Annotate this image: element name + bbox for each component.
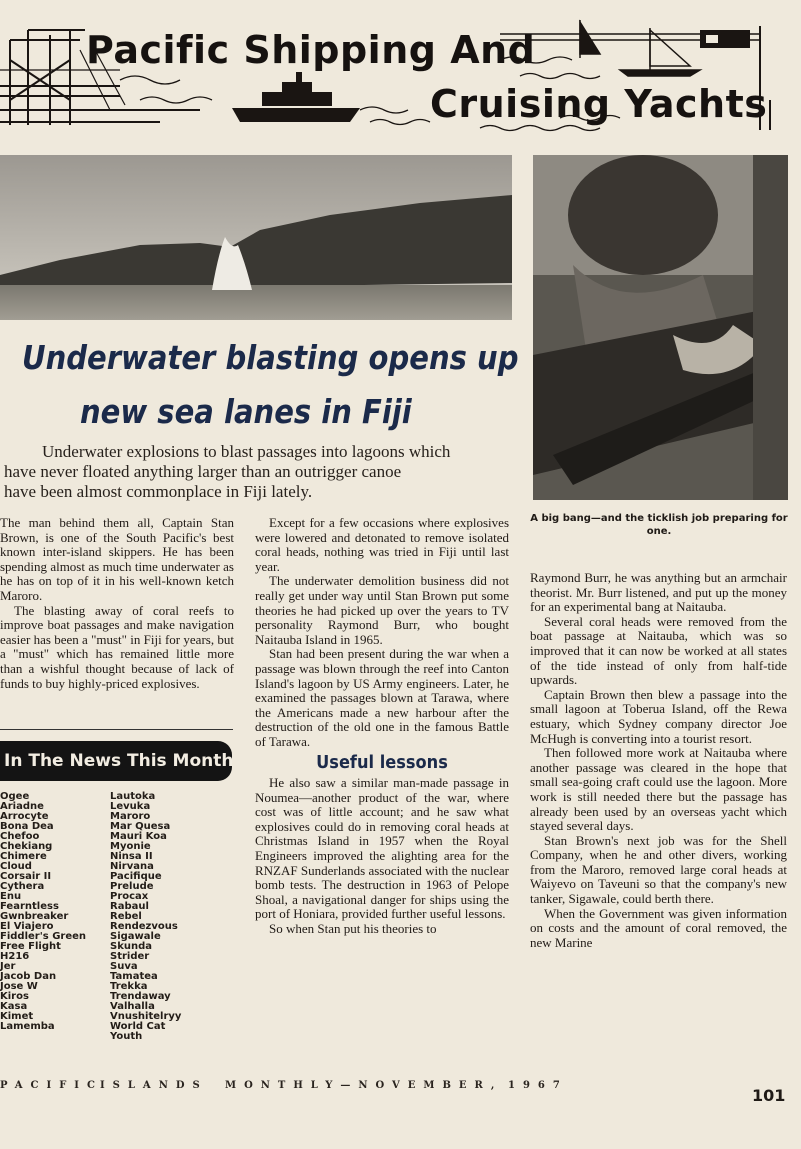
ship-name: Free Flight [0,941,61,952]
ship-name: Prelude [110,881,154,892]
paragraph: The blasting away of coral reefs to improve boat passages and make navigation easier has been a "must" in Fiji for years, but a "must" which has remained little more than a wishful thought because of lack of funds to buy highly-priced explosives. [0,602,234,691]
footer-publication: PACIFIC [0,1080,103,1091]
ship-name: Levuka [110,801,151,812]
photo-caption: A big bang—and the ticklish job preparing for one. [530,513,788,537]
divider [0,729,233,730]
paragraph: So when Stan put his theories to [269,921,437,937]
ship-name: Strider [110,951,150,962]
ship-name: Mauri Koa [110,831,167,842]
ship-name: Lamemba [0,1021,55,1032]
ship-list-col2 [110,792,230,1042]
news-box-title: In The News This Month [0,741,232,781]
ship-name: Bona Dea [0,821,54,832]
ship-name: Cloud [0,861,32,872]
ship-name: H216 [0,951,30,962]
intro-line: Underwater explosions to blast passages into lagoons which [42,442,451,461]
ship-name: World Cat [110,1021,166,1032]
article-column-2 [255,516,509,937]
article-column-3 [530,571,787,950]
ship-list-col1 [0,792,100,1032]
footer-year: 1967 [508,1080,568,1091]
ship-name: Jose W [0,981,38,992]
ship-name: Jacob Dan [0,971,57,982]
ship-name: Maroro [110,811,151,822]
ship-name: Nirvana [110,861,154,872]
ship-name: Kimet [0,1011,34,1022]
ship-name: Mar Quesa [110,821,171,832]
ship-name: Rendezvous [110,921,178,932]
ship-name: Trendaway [110,991,171,1002]
ship-name: Suva [110,961,138,972]
footer-publication: ISLANDS [100,1080,208,1091]
ship-name: Kasa [0,1001,28,1012]
ship-name: Arrocyte [0,811,49,822]
ship-name: Valhalla [110,1001,155,1012]
ship-name: Corsair II [0,871,52,882]
paragraph: Stan had been present during the war when a passage was blown through the reef into Canton Island's lagoon by US Army engineers. Later, he examined the passages blown at Tarawa, where the Americans made a new harbour after the destruction of the old one in the famous Battle of Tarawa. [255,646,509,749]
ship-name: Skunda [110,941,152,952]
paragraph: Stan Brown's next job was for the Shell Company, when he and other divers, working from the Maroro, removed large coral heads at Waiyevo on Taveuni so that the company's new tanker, Sigawale, could berth there. [530,832,787,907]
intro-paragraph [4,442,516,502]
paragraph: The underwater demolition business did not really get under way until Stan Brown put some theories he had picked up over the years to TV personality Raymond Burr, who bought Naitauba Island in 1965. [255,573,509,647]
ship-name: Gwnbreaker [0,911,69,922]
subheading: Useful lessons [316,751,448,773]
ship-name: Youth [110,1031,143,1042]
ship-name: Lautoka [110,791,156,802]
ship-name: Procax [110,891,149,902]
footer-issue: MONTHLY—NOVEMBER, [225,1080,503,1091]
paragraph: He also saw a similar man-made passage in Noumea—another product of the war, where cost was of little account; and he saw what explosives could do in removing coral heads at Christmas Island in 1957 when the Royal Engineers improved the alighting area for the RNZAF Sunderlands associated with the nuclear bomb tests. The destruction in 1963 of Pelope Shoal, a navigational danger for ships using the port of Honiara, provided further useful lessons. [255,775,509,922]
ship-name: Tamatea [110,971,158,982]
headline-line1: Underwater blasting opens up [22,338,519,377]
intro-line: have never floated anything larger than an outrigger canoe [4,462,402,481]
ship-name: Fearntless [0,901,59,912]
ship-name: Chekiang [0,841,53,852]
ship-name: Ninsa II [110,851,153,862]
page-footer [0,1080,801,1100]
paragraph: Several coral heads were removed from the boat passage at Naitauba, which was so improved that it can now be worked at all states of the tide instead of only from half-tide upwards. [530,613,787,688]
headline-line2: new sea lanes in Fiji [80,392,412,431]
diver-photo [533,155,788,500]
paragraph: When the Government was given information on costs and the amount of coral removed, the new Marine [530,905,787,950]
ship-name: Ogee [0,791,30,802]
paragraph: The man behind them all, Captain Stan Brown, is one of the South Pacific's best known inter-island skippers. He has been spending almost as much time underwater as he has on top of it in his well-known ketch Maroro. [0,515,234,603]
ship-name: Rabaul [110,901,149,912]
ship-name: Fiddler's Green [0,931,87,942]
paragraph: Raymond Burr, he was anything but an armchair theorist. Mr. Burr listened, and put up the money for an experimental bang at Naitauba. [530,570,787,615]
ship-name: Pacifique [110,871,162,882]
ship-name: Kiros [0,991,29,1002]
explosion-photo [0,155,512,320]
ship-name: Chimere [0,851,47,862]
ship-name: Rebel [110,911,142,922]
ship-name: Sigawale [110,931,161,942]
ship-name: Enu [0,891,22,902]
ship-name: Cythera [0,881,45,892]
ship-name: Myonie [110,841,151,852]
paragraph: Except for a few occasions where explosives were lowered and detonated to remove isolated coral heads, nothing was tried in Fiji until last year. [255,515,509,574]
masthead [0,0,801,140]
ship-name: Trekka [110,981,148,992]
ship-name: Ariadne [0,801,44,812]
article-column-1 [0,516,234,691]
page-number: 101 [752,1086,786,1105]
paragraph: Then followed more work at Naitauba where another passage was cleared in the hope that small sea-going craft could use the lagoon. More work is still needed there but the passage has already been used by an overseas yacht which stayed several days. [530,745,787,834]
ship-name: Chefoo [0,831,40,842]
section-title-line2: Cruising Yachts [430,82,768,126]
section-title-line1: Pacific Shipping And [86,28,536,72]
ship-name: Vnushitelryy [110,1011,182,1022]
paragraph: Captain Brown then blew a passage into the small lagoon at Toberua Island, off the Rewa estuary, which Sydney company director Joe McHugh is converting into a tourist resort. [530,686,787,746]
ship-name: El Viajero [0,921,54,932]
ship-name: Jer [0,961,16,972]
intro-line: have been almost commonplace in Fiji lately. [4,482,313,501]
